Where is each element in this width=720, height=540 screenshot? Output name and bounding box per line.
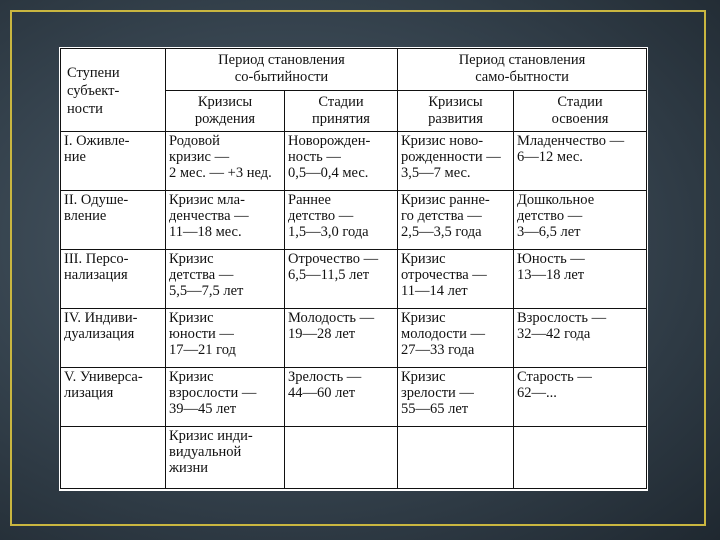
cell-text-line: го детства — <box>401 208 482 225</box>
cell-text-line: взрослости — <box>169 385 257 402</box>
cell-text-line: видуальной <box>169 444 242 460</box>
cell-text-line: Кризис мла- <box>169 192 245 209</box>
cell-text-line: Раннее <box>288 192 331 209</box>
cell-text-line: Дошкольное <box>517 192 595 209</box>
table-row <box>61 250 647 309</box>
cell-text-line: жизни <box>169 460 209 476</box>
birth-crisis-cell <box>166 368 285 427</box>
birth-crisis-cell <box>166 309 285 368</box>
mastery-stage-cell <box>514 132 647 191</box>
cell-text-line: юности — <box>169 326 234 343</box>
cell-text-line: 17—21 год <box>169 342 236 359</box>
mastery-stage-cell <box>514 191 647 250</box>
header-mastery-stages: Стадии освоения <box>514 90 647 132</box>
cell-text-line: Кризис <box>169 369 214 386</box>
cell-text-line: Кризис <box>401 310 446 327</box>
cell-text-line: 27—33 года <box>401 342 475 359</box>
birth-crisis-cell <box>166 191 285 250</box>
document-page <box>59 47 648 491</box>
cell-text-line: детство — <box>517 208 583 225</box>
table-row <box>61 427 647 489</box>
cell-text-line: Кризис ранне- <box>401 192 490 209</box>
cell-text-line: 3—6,5 лет <box>517 224 581 241</box>
stage-cell <box>61 191 166 250</box>
cell-text-line: 2 мес. — +3 нед. <box>169 165 272 182</box>
cell-text-line: III. Персо- <box>64 251 129 268</box>
cell-text-line: 11—14 лет <box>401 283 468 300</box>
cell-text-line: Молодость — <box>288 310 375 327</box>
cell-text-line: детства — <box>169 267 234 284</box>
cell-text-line: денчества — <box>169 208 249 225</box>
cell-text-line: Кризис <box>401 369 446 386</box>
cell-text-line: вление <box>64 208 107 225</box>
cell-text-line: 11—18 мес. <box>169 224 242 241</box>
development-crisis-cell <box>398 250 514 309</box>
cell-text-line: 62—... <box>517 385 557 402</box>
mastery-stage-cell <box>514 250 647 309</box>
cell-text-line: Зрелость — <box>288 369 362 386</box>
cell-text-line: 6—12 мес. <box>517 149 583 166</box>
development-crisis-cell <box>398 309 514 368</box>
cell-text-line: нализация <box>64 267 128 284</box>
table-row <box>61 132 647 191</box>
cell-text-line: 32—42 года <box>517 326 591 343</box>
birth-crisis-cell <box>166 427 285 489</box>
cell-text-line: отрочества — <box>401 267 487 284</box>
stage-cell <box>61 427 166 489</box>
cell-text-line: 0,5—0,4 мес. <box>288 165 369 182</box>
cell-text-line: 44—60 лет <box>288 385 356 402</box>
header-period-selfbeing: Период становления само-бытности <box>398 49 647 91</box>
cell-text-line: 13—18 лет <box>517 267 585 284</box>
mastery-stage-cell <box>514 309 647 368</box>
cell-text-line: Новорожден- <box>288 133 371 150</box>
cell-text-line: дуализация <box>64 326 135 343</box>
cell-text-line: II. Одуше- <box>64 192 129 209</box>
acceptance-stage-cell <box>285 427 398 489</box>
cell-text-line: ние <box>64 149 86 166</box>
cell-text-line: ность — <box>288 149 341 166</box>
acceptance-stage-cell <box>285 250 398 309</box>
stage-cell <box>61 250 166 309</box>
cell-text-line: Отрочество — <box>288 251 379 268</box>
mastery-stage-cell <box>514 368 647 427</box>
cell-text-line: I. Оживле- <box>64 133 130 150</box>
cell-text-line: Кризис инди- <box>169 428 253 444</box>
cell-text-line: молодости — <box>401 326 485 343</box>
cell-text-line: IV. Индиви- <box>64 310 138 327</box>
cell-text-line: 6,5—11,5 лет <box>288 267 370 284</box>
table-row <box>61 368 647 427</box>
development-crisis-cell <box>398 132 514 191</box>
cell-text-line: V. Универса- <box>64 369 143 386</box>
cell-text-line: Старость — <box>517 369 592 386</box>
acceptance-stage-cell <box>285 368 398 427</box>
cell-text-line: 2,5—3,5 года <box>401 224 482 241</box>
acceptance-stage-cell <box>285 191 398 250</box>
mastery-stage-cell <box>514 427 647 489</box>
cell-text-line: 1,5—3,0 года <box>288 224 369 241</box>
header-birth-crises: Кризисы рождения <box>166 90 285 132</box>
table-body <box>61 132 647 489</box>
header-period-cobeing: Период становления со-бытийности <box>166 49 398 91</box>
cell-text-line: рожденности — <box>401 149 501 166</box>
cell-text-line: Кризис <box>169 251 214 268</box>
header-development-crises: Кризисы развития <box>398 90 514 132</box>
cell-text-line: Кризис <box>401 251 446 268</box>
header-row-1 <box>61 49 647 91</box>
birth-crisis-cell <box>166 132 285 191</box>
periodization-table <box>60 48 647 489</box>
cell-text-line: Родовой <box>169 133 220 150</box>
stage-cell <box>61 309 166 368</box>
cell-text-line: 39—45 лет <box>169 401 237 418</box>
cell-text-line: 19—28 лет <box>288 326 356 343</box>
header-stages: Ступени субъект- ности <box>61 49 166 132</box>
cell-text-line: 3,5—7 мес. <box>401 165 471 182</box>
table-row <box>61 309 647 368</box>
acceptance-stage-cell <box>285 309 398 368</box>
stage-cell <box>61 132 166 191</box>
cell-text-line: Младенчество — <box>517 133 625 150</box>
acceptance-stage-cell <box>285 132 398 191</box>
table-row <box>61 191 647 250</box>
cell-text-line: Кризис <box>169 310 214 327</box>
cell-text-line: 55—65 лет <box>401 401 469 418</box>
cell-text-line: 5,5—7,5 лет <box>169 283 244 300</box>
cell-text-line: детство — <box>288 208 354 225</box>
cell-text-line: Взрослость — <box>517 310 607 327</box>
development-crisis-cell <box>398 368 514 427</box>
cell-text-line: зрелости — <box>401 385 474 402</box>
development-crisis-cell <box>398 427 514 489</box>
cell-text-line: кризис — <box>169 149 230 166</box>
cell-text-line: Кризис ново- <box>401 133 484 150</box>
cell-text-line: лизация <box>64 385 114 402</box>
cell-text-line: Юность — <box>517 251 585 268</box>
header-acceptance-stages: Стадии принятия <box>285 90 398 132</box>
development-crisis-cell <box>398 191 514 250</box>
birth-crisis-cell <box>166 250 285 309</box>
stage-cell <box>61 368 166 427</box>
